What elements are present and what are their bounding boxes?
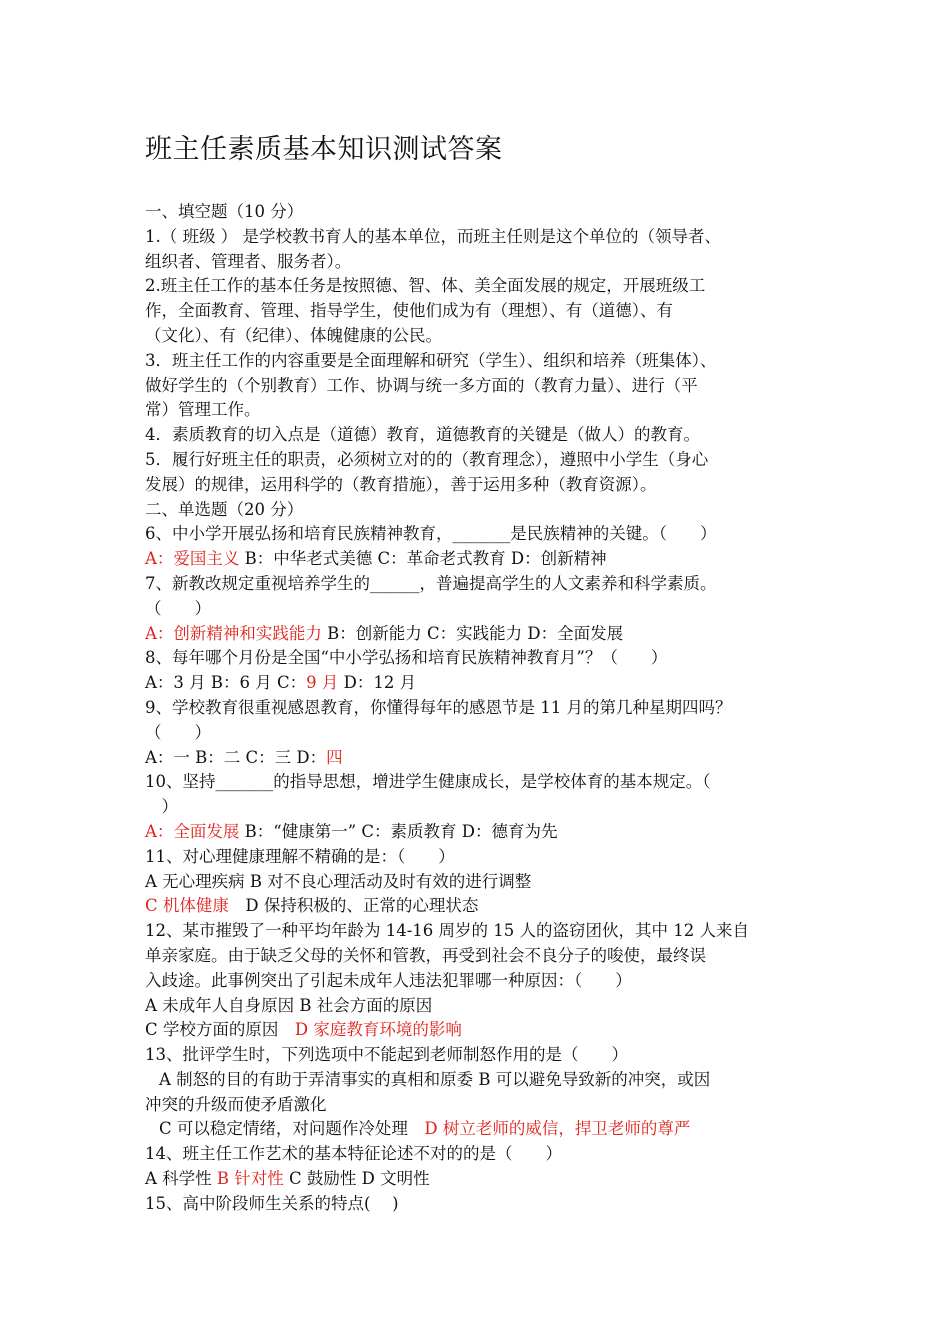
text-segment: 做好学生的（个别教育）工作、协调与统一多方面的（教育力量）、进行（平 (145, 375, 698, 395)
text-segment: ） (145, 797, 178, 817)
text-segment: 11、对心理健康理解不精确的是：（ ） (145, 846, 455, 866)
text-line (145, 994, 815, 1019)
text-segment: 4．素质教育的切入点是（道德）教育，道德教育的关键是（做人）的教育。 (145, 425, 700, 445)
answer-highlight: A：爱国主义 (145, 549, 240, 569)
text-segment: 10、坚持_______的指导思想，增进学生健康成长，是学校体育的基本规定。（ (145, 772, 711, 792)
text-segment: 1.（ 班级 ） 是学校教书育人的基本单位，而班主任则是这个单位的（领导者、 (145, 226, 721, 246)
text-line (145, 1167, 815, 1192)
text-segment: 常）管理工作。 (145, 400, 261, 420)
text-line (145, 646, 815, 671)
text-segment: A 未成年人自身原因 B 社会方面的原因 (145, 995, 433, 1015)
text-line (145, 349, 815, 374)
text-segment: B：“健康第一” C：素质教育 D：德育为先 (239, 821, 558, 841)
text-segment: 15、高中阶段师生关系的特点( ) (145, 1193, 399, 1213)
text-segment: 入歧途。此事例突出了引起未成年人违法犯罪哪一种原因：（ ） (145, 970, 632, 990)
text-line (145, 597, 815, 622)
text-line (145, 299, 815, 324)
text-segment: A 制怒的目的有助于弄清事实的真相和原委 B 可以避免导致新的冲突，或因 (159, 1069, 711, 1089)
text-segment: D：12 月 (338, 673, 417, 693)
text-line (145, 398, 815, 423)
text-line (145, 894, 815, 919)
text-segment: 冲突的升级而使矛盾激化 (145, 1094, 327, 1114)
text-segment: C 学校方面的原因 (145, 1020, 295, 1040)
text-line (145, 1142, 815, 1167)
text-line (145, 820, 815, 845)
text-segment: C 可以稳定情绪，对问题作冷处理 (159, 1119, 425, 1139)
text-segment: 组织者、管理者、服务者）。 (145, 251, 352, 271)
answer-highlight: 四 (326, 747, 343, 767)
text-line (145, 1093, 815, 1118)
text-line (145, 374, 815, 399)
text-line (145, 423, 815, 448)
text-line (145, 522, 815, 547)
text-segment: 12、某市摧毁了一种平均年龄为 14-16 周岁的 15 人的盗窃团伙，其中 12 人来自 (145, 921, 750, 941)
text-segment: 5．履行好班主任的职责，必须树立对的的（教育理念），遵照中小学生（身心 (145, 449, 709, 469)
text-line (145, 225, 815, 250)
text-line (145, 250, 815, 275)
text-line (145, 1018, 815, 1043)
text-segment: 7、新教改规定重视培养学生的______，普遍提高学生的人文素养和科学素质。 (145, 573, 717, 593)
answer-highlight: A：创新精神和实践能力 (145, 623, 322, 643)
text-segment: B：中华老式美德 C：革命老式教育 D：创新精神 (239, 549, 607, 569)
text-segment: （ ） (145, 722, 211, 742)
text-line (145, 870, 815, 895)
text-segment: （ ） (145, 598, 211, 618)
text-line (145, 200, 815, 225)
text-segment: 9、学校教育很重视感恩教育，你懂得每年的感恩节是 11 月的第几种星期四吗？ (145, 697, 732, 717)
text-line (145, 1068, 815, 1093)
text-line (145, 1192, 815, 1217)
text-line (145, 1043, 815, 1068)
text-line (145, 944, 815, 969)
answer-highlight: B 针对性 (216, 1169, 284, 1189)
text-line (145, 969, 815, 994)
document-body (145, 200, 815, 1217)
text-segment: 一、填空题（10 分） (145, 202, 304, 221)
answer-highlight: D 树立老师的威信，捍卫老师的尊严 (424, 1119, 691, 1139)
text-line (145, 274, 815, 299)
answer-highlight: 9 月 (306, 673, 339, 693)
text-segment: 3．班主任工作的内容重要是全面理解和研究（学生）、组织和培养（班集体）、 (145, 350, 717, 370)
text-segment: 二、单选题（20 分） (145, 499, 304, 519)
text-line (145, 721, 815, 746)
text-line (145, 473, 815, 498)
text-line (145, 498, 815, 523)
text-segment: 单亲家庭。由于缺乏父母的关怀和管教，再受到社会不良分子的唆使，最终误 (145, 945, 706, 965)
text-segment: 发展）的规律，运用科学的（教育措施），善于运用多种（教育资源）。 (145, 474, 657, 494)
text-segment: A：3 月 B：6 月 C： (145, 673, 307, 693)
answer-highlight: A：全面发展 (145, 821, 240, 841)
text-segment: 14、班主任工作艺术的基本特征论述不对的的是（ ） (145, 1144, 562, 1164)
text-segment: B：创新能力 C：实践能力 D：全面发展 (321, 623, 624, 643)
text-segment: 作，全面教育、管理、指导学生，使他们成为有（理想）、有（道德）、有 (145, 301, 673, 321)
text-segment: A 无心理疾病 B 对不良心理活动及时有效的进行调整 (145, 871, 532, 891)
answer-highlight: C 机体健康 (145, 896, 229, 916)
text-segment: 6、中小学开展弘扬和培育民族精神教育，_______是民族精神的关键。（ ） (145, 524, 717, 544)
text-line (145, 1117, 815, 1142)
text-segment: 13、批评学生时，下列选项中不能起到老师制怒作用的是（ ） (145, 1045, 628, 1065)
text-segment: C 鼓励性 D 文明性 (283, 1169, 430, 1189)
text-line (145, 919, 815, 944)
text-line (145, 671, 815, 696)
answer-highlight: D 家庭教育环境的影响 (294, 1020, 462, 1040)
text-line (145, 845, 815, 870)
text-segment: D 保持积极的、正常的心理状态 (228, 896, 479, 916)
text-segment: A 科学性 (145, 1169, 217, 1189)
text-line (145, 622, 815, 647)
text-line (145, 746, 815, 771)
document-title: 班主任素质基本知识测试答案 (145, 134, 503, 165)
text-segment: （文化）、有（纪律）、体魄健康的公民。 (145, 325, 442, 345)
text-line (145, 448, 815, 473)
text-segment: 2.班主任工作的基本任务是按照德、智、体、美全面发展的规定，开展班级工 (145, 276, 706, 296)
text-line (145, 770, 815, 795)
text-line (145, 696, 815, 721)
text-line (145, 324, 815, 349)
text-line (145, 572, 815, 597)
text-segment: 8、每年哪个月份是全国“中小学弘扬和培育民族精神教育月”？（ ） (145, 648, 668, 668)
text-line (145, 547, 815, 572)
text-segment: A：一 B：二 C：三 D： (145, 747, 327, 767)
text-line (145, 795, 815, 820)
